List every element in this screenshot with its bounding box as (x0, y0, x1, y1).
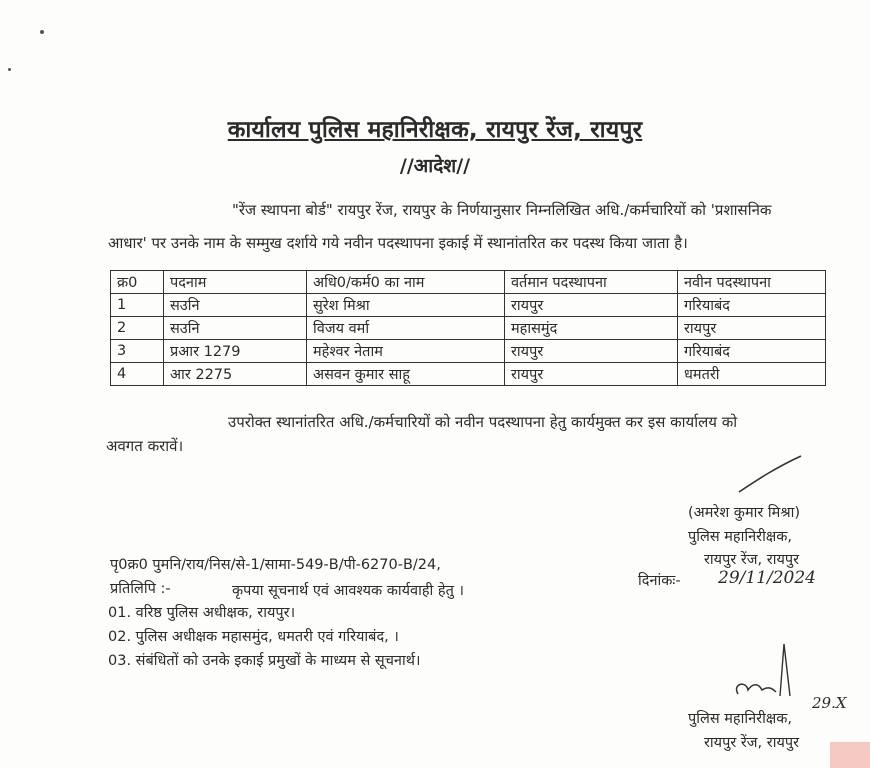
cell-name: विजय वर्मा (307, 317, 505, 340)
cell-new-posting: धमतरी (678, 363, 826, 386)
date-label: दिनांकः- (638, 573, 681, 589)
header-designation: पदनाम (164, 271, 307, 294)
table-row (111, 363, 826, 386)
header-current-posting: वर्तमान पदस्थापना (505, 271, 678, 294)
closing-line-1: उपरोक्त स्थानांतरित अधि./कर्मचारियों को नवीन पदस्थापना हेतु कार्यमुक्त कर इस कार्यालय को (228, 413, 738, 431)
cell-current-posting: महासमुंद (505, 317, 678, 340)
cell-name: महेश्वर नेताम (307, 340, 505, 363)
footer-office: रायपुर रेंज, रायपुर (704, 735, 800, 751)
cell-new-posting: गरियाबंद (678, 294, 826, 317)
copy-item: 01. वरिष्ठ पुलिस अधीक्षक, रायपुर। (108, 605, 296, 621)
table-row (111, 340, 826, 363)
cell-name: असवन कुमार साहू (307, 363, 505, 386)
signature-stroke (735, 452, 805, 497)
intro-line-1: "रेंज स्थापना बोर्ड" रायपुर रेंज, रायपुर के निर्णयानुसार निम्नलिखित अधि./कर्मचारियों को 'प्रशासनिक (232, 201, 772, 219)
signatory-designation: पुलिस महानिरीक्षक, (688, 529, 792, 545)
date-value: 29/11/2024 (718, 568, 816, 588)
signatory-office: रायपुर रेंज, रायपुर (704, 552, 800, 568)
cell-new-posting: रायपुर (678, 317, 826, 340)
footer-designation: पुलिस महानिरीक्षक, (688, 711, 792, 727)
cell-current-posting: रायपुर (505, 340, 678, 363)
cell-name: सुरेश मिश्रा (307, 294, 505, 317)
cell-designation: सउनि (164, 294, 307, 317)
scan-speck (40, 30, 44, 34)
copy-item: 03. संबंधितों को उनके इकाई प्रमुखों के माध्यम से सूचनार्थ। (108, 653, 421, 669)
copy-item: 02. पुलिस अधीक्षक महासमुंद, धमतरी एवं गरियाबंद, । (108, 629, 399, 645)
cell-serial: 4 (111, 363, 164, 386)
cell-new-posting: गरियाबंद (678, 340, 826, 363)
office-title: कार्यालय पुलिस महानिरीक्षक, रायपुर रेंज, रायपुर (227, 117, 643, 143)
cell-serial: 2 (111, 317, 164, 340)
scan-speck (8, 68, 11, 71)
closing-line-2: अवगत करावें। (106, 437, 184, 455)
cell-designation: प्रआर 1279 (164, 340, 307, 363)
transfer-table (110, 270, 826, 386)
cell-serial: 3 (111, 340, 164, 363)
table-header-row (111, 271, 826, 294)
cell-serial: 1 (111, 294, 164, 317)
header-name: अधि0/कर्म0 का नाम (307, 271, 505, 294)
header-new-posting: नवीन पदस्थापना (678, 271, 826, 294)
signatory-name: (अमरेश कुमार मिश्रा) (688, 505, 801, 521)
cell-designation: सउनि (164, 317, 307, 340)
table-row (111, 294, 826, 317)
intro-line-2: आधार' पर उनके नाम के सम्मुख दर्शाये गये नवीन पदस्थापना इकाई में स्थानांतरित कर पदस्थ किया जाता है। (108, 234, 688, 252)
signature-date: 29.X (812, 694, 847, 712)
header-serial: क्र0 (111, 271, 164, 294)
cell-current-posting: रायपुर (505, 294, 678, 317)
corner-overlay (830, 742, 870, 768)
cell-current-posting: रायपुर (505, 363, 678, 386)
reference-number: पृ0क्र0 पुमनि/राय/निस/से-1/सामा-549-B/पी-6270-B/24, (110, 557, 441, 573)
copy-label: प्रतिलिपि :- (110, 581, 171, 597)
copy-text: कृपया सूचनार्थ एवं आवश्यक कार्यवाही हेतु । (232, 583, 464, 599)
signature-mark (728, 636, 808, 706)
order-heading: //आदेश// (399, 155, 471, 177)
cell-designation: आर 2275 (164, 363, 307, 386)
table-row (111, 317, 826, 340)
